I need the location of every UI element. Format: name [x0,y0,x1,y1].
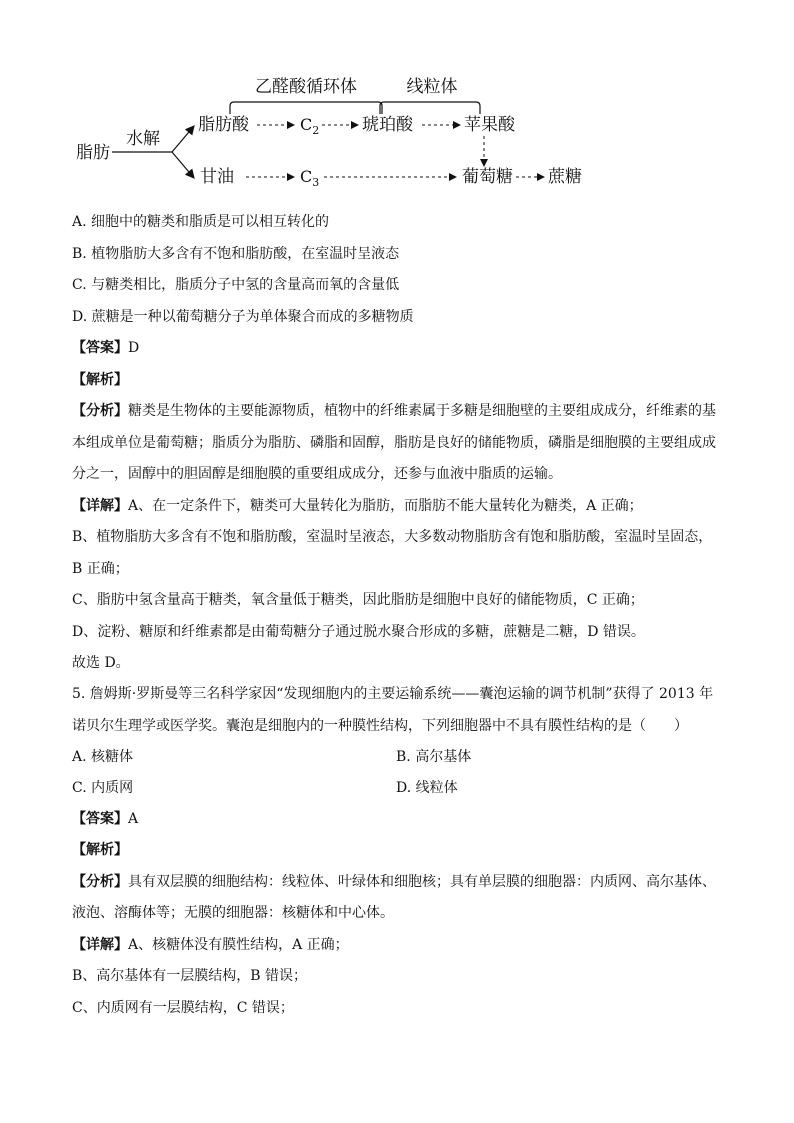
q4-detail-b: B、植物脂肪大多含有不饱和脂肪酸，室温时呈液态，大多数动物脂肪含有饱和脂肪酸，室温时呈固态， [72,529,713,545]
q5-fenxi-line-1: 【分析】具有双层膜的细胞结构：线粒体、叶绿体和细胞核；具有单层膜的细胞器：内质网、高尔基体、 [72,874,716,890]
q4-option-c: C. 与糖类相比，脂质分子中氢的含量高而氧的含量低 [72,277,400,293]
q4-answer [72,338,139,358]
mitochondria-bracket [380,102,480,114]
q5-option-a: A. 核糖体 [72,749,134,765]
q4-detail-a: 【详解】A、在一定条件下，糖类可大量转化为脂肪，而脂肪不能大量转化为糖类，A 正确； [72,498,643,514]
fat-label: 脂肪 [76,143,110,163]
answer-tag: 【答案】 [72,340,128,356]
mitochondria-label: 线粒体 [406,77,458,97]
q4-detail-d: D、淀粉、糖原和纤维素都是由葡萄糖分子通过脱水聚合形成的多糖，蔗糖是二糖，D 错误。 [72,624,645,640]
q5-option-b: B. 高尔基体 [396,749,472,765]
glucose-label: 葡萄糖 [462,167,513,187]
sucrose-label: 蔗糖 [548,167,582,187]
q4-fenxi-line-1: 【分析】糖类是生物体的主要能源物质，植物中的纤维素属于多糖是细胞壁的主要组成成分，纤维素的基 [72,403,716,419]
glyoxylate-cycle-label: 乙醛酸循环体 [255,77,357,97]
q4-analysis-heading: 【解析】 [72,372,128,388]
c3-label: $C_3$ [300,167,320,189]
succinic-acid-label: 琥珀酸 [362,115,413,135]
q4-option-a: A. 细胞中的糖类和脂质是可以相互转化的 [72,214,330,230]
q4-conclusion: 故选 D。 [72,655,130,671]
branch-up [172,126,194,152]
q5-fenxi-line-2: 液泡、溶酶体等；无膜的细胞器：核糖体和中心体。 [72,905,394,921]
answer-value: D [128,340,140,356]
q4-detail-c: C、脂肪中氢含量高于糖类，氧含量低于糖类，因此脂肪是细胞中良好的储能物质，C 正确； [72,592,644,608]
q5-option-c: C. 内质网 [72,780,134,796]
q5-analysis-heading: 【解析】 [72,842,128,858]
malic-acid-label: 苹果酸 [464,115,515,135]
c2-label: $C_2$ [300,115,320,137]
q5-stem-line-1: 5. 詹姆斯·罗斯曼等三名科学家因“发现细胞内的主要运输系统——囊泡运输的调节机制”获得了 2013 年 [72,686,714,702]
glycerol-label: 甘油 [200,167,234,187]
q5-detail-b: B、高尔基体有一层膜结构，B 错误； [72,968,308,984]
q5-detail-c: C、内质网有一层膜结构，C 错误； [72,1000,294,1016]
q4-option-d: D. 蔗糖是一种以葡萄糖分子为单体聚合而成的多糖物质 [72,309,414,325]
q4-fenxi-line-3: 分之一，固醇中的胆固醇是细胞膜的重要组成成分，还参与血液中脂质的运输。 [72,466,562,482]
branch-down [172,152,194,178]
q4-option-b: B. 植物脂肪大多含有不饱和脂肪酸，在室温时呈液态 [72,246,400,262]
lipid-conversion-diagram [60,66,620,196]
q5-detail-a: 【详解】A、核糖体没有膜性结构，A 正确； [72,937,349,953]
q5-answer: 【答案】A [72,811,139,827]
q4-fenxi-line-2: 本组成单位是葡萄糖；脂质分为脂肪、磷脂和固醇，脂肪是良好的储能物质，磷脂是细胞膜的主要组成成 [72,435,716,451]
q5-option-d: D. 线粒体 [396,780,458,796]
fatty-acid-label: 脂肪酸 [198,115,249,135]
glyoxylate-bracket [230,102,382,114]
q4-detail-b-cont: B 正确； [72,561,129,577]
q5-stem-line-2: 诺贝尔生理学或医学奖。囊泡是细胞内的一种膜性结构，下列细胞器中不具有膜性结构的是（ ） [72,718,688,734]
hydrolysis-label: 水解 [126,129,160,149]
